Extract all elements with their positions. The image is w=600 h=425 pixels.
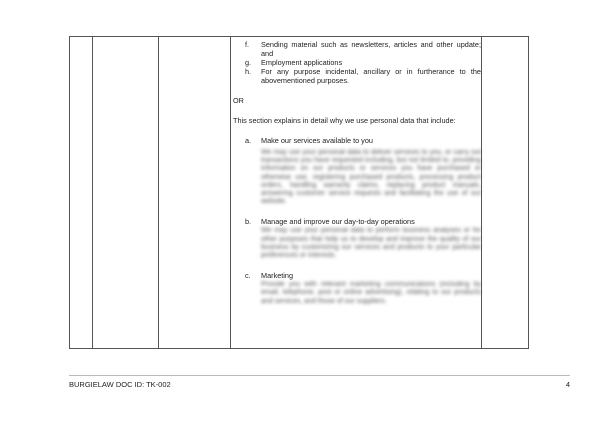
section-marketing: [233, 271, 481, 306]
footer-doc-id: BURGIELAW DOC ID: TK-002: [69, 380, 171, 389]
table-column-divider: [92, 37, 93, 348]
list-marker: f.: [245, 40, 250, 49]
list-item: [233, 40, 481, 58]
heading-text: Manage and improve our day-to-day operations: [261, 217, 415, 227]
blurred-paragraph: We may use your personal data to perform business analyses or for other purposes that help us to develop and improve the quality of our business by customizing our services and products to your particular preferences or interests.: [261, 227, 481, 260]
intro-text: This section explains in detail why we use personal data that include:: [233, 116, 456, 125]
list-text: Employment applications: [261, 58, 343, 67]
section-manage-operations: [233, 217, 481, 260]
section-heading: [233, 271, 481, 280]
list-item: [233, 58, 481, 67]
footer-divider: [69, 375, 570, 376]
section-heading: [233, 217, 481, 226]
heading-text: Marketing: [261, 271, 294, 281]
blurred-paragraph: Provide you with relevant marketing communications (including by email, telephone, post or online advertising), relating to our products and services, and those of our suppliers.: [261, 281, 481, 305]
section-make-services: [233, 136, 481, 206]
blurred-paragraph: We may use your personal data to deliver services to you, or carry out transactions you have requested including, but not limited to, providing information on our products or services you have purchased or otherwise use, registering purchased products, processing product orders, handling warranty claims, replacing product manuals, answering customer service requests and facilitating the use of our website.: [261, 149, 481, 206]
list-marker: c.: [245, 271, 251, 281]
list-text: Sending material such as newsletters, articles and other update; and: [261, 40, 481, 58]
table-column-divider: [230, 37, 231, 348]
list-marker: h.: [245, 67, 252, 76]
table-cell-content: [233, 40, 481, 306]
section-heading: [233, 136, 481, 145]
list-marker: g.: [245, 58, 252, 67]
table-column-divider: [481, 37, 482, 348]
heading-text: Make our services available to you: [261, 136, 373, 145]
list-item: [233, 67, 481, 85]
or-text: OR: [233, 96, 244, 105]
list-marker: b.: [245, 217, 252, 227]
list-text: For any purpose incidental, ancillary or in furtherance to the abovementioned purposes.: [261, 67, 481, 85]
page-number: 4: [565, 380, 570, 389]
list-marker: a.: [245, 136, 252, 145]
list-continuation: [233, 40, 481, 85]
table-column-divider: [158, 37, 159, 348]
